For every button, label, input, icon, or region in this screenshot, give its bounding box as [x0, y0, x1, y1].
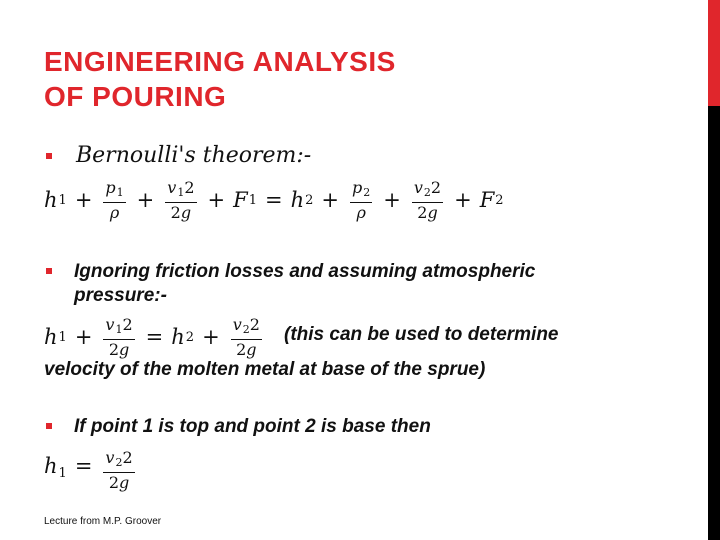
- footer-credit: Lecture from M.P. Groover: [44, 516, 162, 527]
- simplified-equation: h 1 + $\frac{v_12}{2g}$ = h 2 + $\frac{v_22}{2g}$: [44, 315, 260, 359]
- result-equation: $h_1$ = $\frac{v_22}{2g}$: [44, 448, 133, 492]
- bullet-marker-1: [46, 153, 52, 159]
- bullet-1-text: Bernoulli's theorem:-: [76, 143, 312, 168]
- bullet-marker-2: [46, 268, 52, 274]
- bullet-2-text-line-2: pressure:-: [74, 285, 167, 306]
- bernoulli-equation: h 1 + $\frac{p_1}{\rho}$ + $\frac{v_12}{2g}$ + F 1 = h 2 + $\frac{p_2}{\rho}$ + $\frac{v_22}{2g}$ + F 2: [44, 178, 504, 222]
- title-line-2: OF POURING: [44, 81, 227, 112]
- bullet-marker-3: [46, 423, 52, 429]
- title-line-1: ENGINEERING ANALYSIS: [44, 46, 396, 77]
- note-inline: (this can be used to determine: [284, 324, 559, 345]
- bullet-2-text-line-1: Ignoring friction losses and assuming atmospheric: [74, 261, 536, 282]
- note-line-2: velocity of the molten metal at base of the sprue): [44, 359, 486, 380]
- right-edge-accent: [708, 0, 720, 106]
- bullet-3-text: If point 1 is top and point 2 is base then: [74, 416, 431, 437]
- slide-title: [44, 44, 564, 114]
